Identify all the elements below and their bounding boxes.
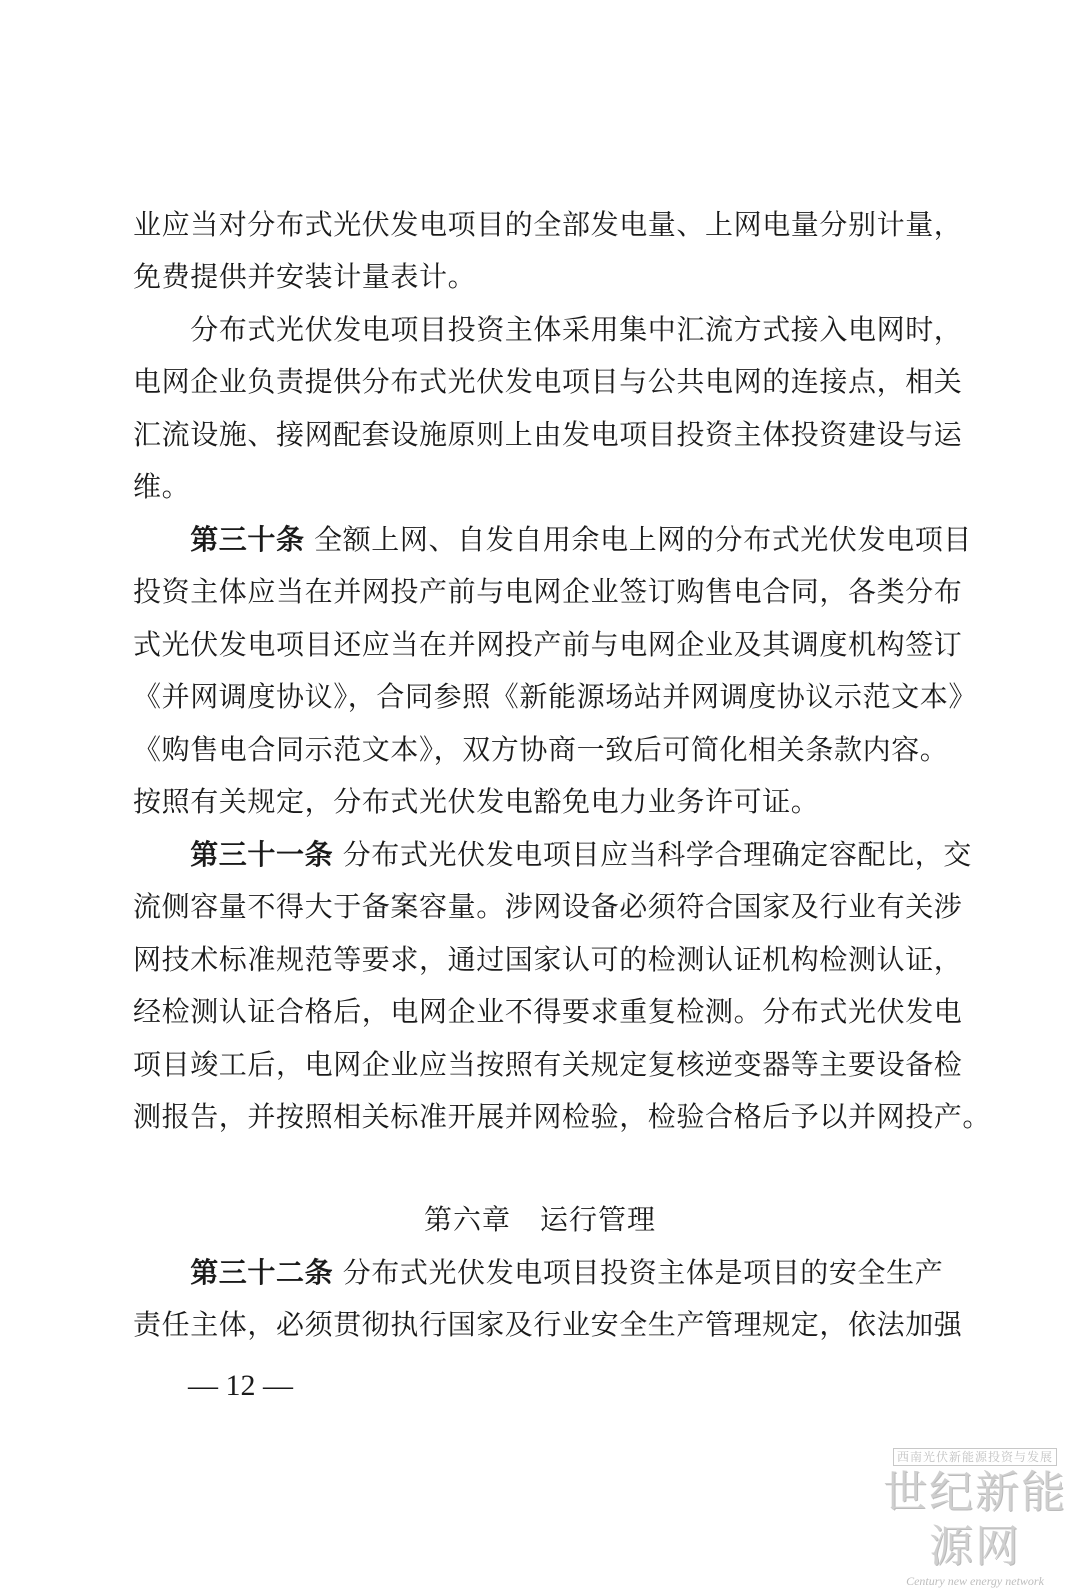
text-line: 经检测认证合格后，电网企业不得要求重复检测。分布式光伏发电: [133, 995, 963, 1028]
article-number: 第三十二条: [133, 1256, 334, 1289]
text-line: 式光伏发电项目还应当在并网投产前与电网企业及其调度机构签订: [133, 628, 963, 661]
text-line: 维。: [133, 470, 191, 503]
article-number: 第三十条: [133, 523, 305, 556]
text-line: 《并网调度协议》，合同参照《新能源场站并网调度协议示范文本》: [133, 680, 978, 713]
page-number: — 12 —: [188, 1369, 293, 1402]
watermark-logo: [880, 1446, 1070, 1588]
text-line: 第三十一条 分布式光伏发电项目应当科学合理确定容配比，交: [133, 838, 972, 871]
text-line: 按照有关规定，分布式光伏发电豁免电力业务许可证。: [133, 785, 820, 818]
chapter-heading: 第六章 运行管理: [423, 1203, 656, 1236]
text-line: 测报告，并按照相关标准开展并网检验，检验合格后予以并网投产。: [133, 1100, 992, 1133]
text-line: 业应当对分布式光伏发电项目的全部发电量、上网电量分别计量，: [133, 208, 963, 241]
text-line: 电网企业负责提供分布式光伏发电项目与公共电网的连接点，相关: [133, 365, 963, 398]
text-line: 网技术标准规范等要求，通过国家认可的检测认证机构检测认证，: [133, 943, 963, 976]
watermark-sub: Century new energy network: [906, 1574, 1044, 1588]
text-line: 流侧容量不得大于备案容量。涉网设备必须符合国家及行业有关涉: [133, 890, 963, 923]
text-line: 责任主体，必须贯彻执行国家及行业安全生产管理规定，依法加强: [133, 1308, 963, 1341]
text-line: 第三十二条 分布式光伏发电项目投资主体是项目的安全生产: [133, 1256, 944, 1289]
text-line: 第三十条 全额上网、自发自用余电上网的分布式光伏发电项目: [133, 523, 972, 556]
text-line: 项目竣工后，电网企业应当按照有关规定复核逆变器等主要设备检: [133, 1048, 963, 1081]
text-line: 免费提供并安装计量表计。: [133, 260, 477, 293]
text-line: 汇流设施、接网配套设施原则上由发电项目投资主体投资建设与运: [133, 418, 963, 451]
text-line: 《购售电合同示范文本》，双方协商一致后可简化相关条款内容。: [133, 733, 949, 766]
watermark-top: 西南光伏新能源投资与发展: [893, 1448, 1057, 1466]
text-line: 投资主体应当在并网投产前与电网企业签订购售电合同，各类分布: [133, 575, 963, 608]
text-line: 分布式光伏发电项目投资主体采用集中汇流方式接入电网时，: [133, 313, 963, 346]
article-number: 第三十一条: [133, 838, 334, 871]
watermark-main: 世纪新能源网: [883, 1467, 1067, 1572]
